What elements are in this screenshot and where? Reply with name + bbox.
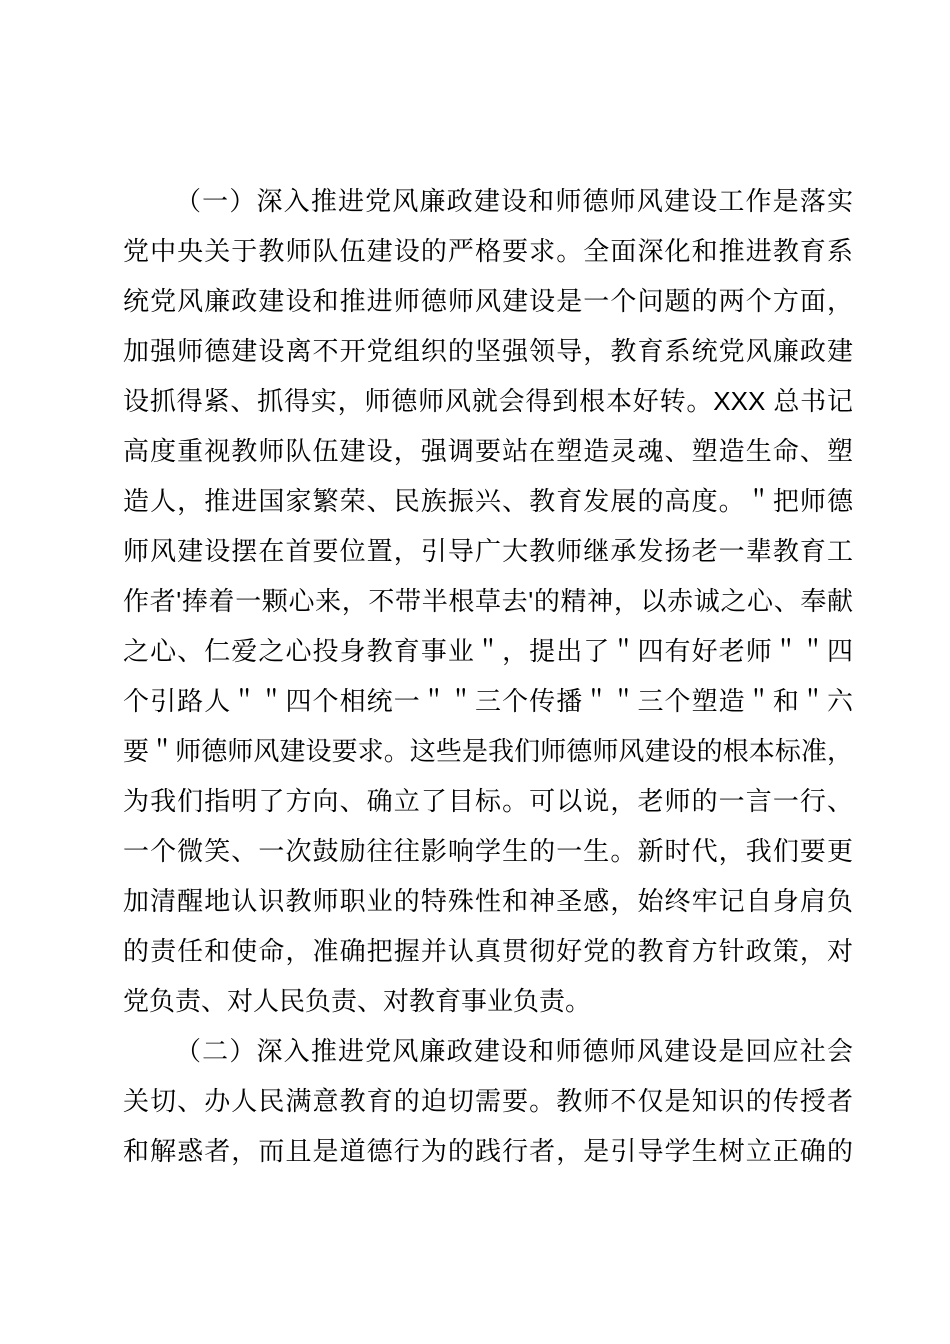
text-line: 为我们指明了方向、确立了目标。可以说，老师的一言一行、 (123, 786, 853, 816)
text-line: 造人，推进国家繁荣、民族振兴、教育发展的高度。＂把师德 (123, 486, 853, 516)
text-line: 师风建设摆在首要位置，引导广大教师继承发扬老一辈教育工 (123, 536, 853, 566)
text-line: 党负责、对人民负责、对教育事业负责。 (123, 986, 592, 1016)
text-line: 作者'捧着一颗心来，不带半根草去'的精神，以赤诚之心、奉献 (123, 586, 853, 616)
text-line: 的责任和使命，准确把握并认真贯彻好党的教育方针政策，对 (123, 936, 853, 966)
text-line: 加强师德建设离不开党组织的坚强领导，教育系统党风廉政建 (123, 336, 853, 366)
text-line: 关切、办人民满意教育的迫切需要。教师不仅是知识的传授者 (123, 1086, 853, 1116)
document-body (123, 176, 853, 1176)
text-line: （二）深入推进党风廉政建设和师德师风建设是回应社会 (175, 1036, 853, 1066)
text-line: 高度重视教师队伍建设，强调要站在塑造灵魂、塑造生命、塑 (123, 436, 853, 466)
paragraph (123, 1026, 853, 1176)
text-line: 要＂师德师风建设要求。这些是我们师德师风建设的根本标准， (123, 736, 853, 766)
text-line: 设抓得紧、抓得实，师德师风就会得到根本好转。XXX 总书记 (123, 386, 853, 416)
text-line: （一）深入推进党风廉政建设和师德师风建设工作是落实 (175, 186, 853, 216)
text-line: 一个微笑、一次鼓励往往影响学生的一生。新时代，我们要更 (123, 836, 853, 866)
text-line: 统党风廉政建设和推进师德师风建设是一个问题的两个方面， (123, 286, 853, 316)
paragraph (123, 176, 853, 1026)
text-line: 和解惑者，而且是道德行为的践行者，是引导学生树立正确的 (123, 1136, 853, 1166)
text-line: 党中央关于教师队伍建设的严格要求。全面深化和推进教育系 (123, 236, 853, 266)
text-line: 之心、仁爱之心投身教育事业＂，提出了＂四有好老师＂＂四 (123, 636, 853, 666)
text-line: 个引路人＂＂四个相统一＂＂三个传播＂＂三个塑造＂和＂六 (123, 686, 853, 716)
text-line: 加清醒地认识教师职业的特殊性和神圣感，始终牢记自身肩负 (123, 886, 853, 916)
